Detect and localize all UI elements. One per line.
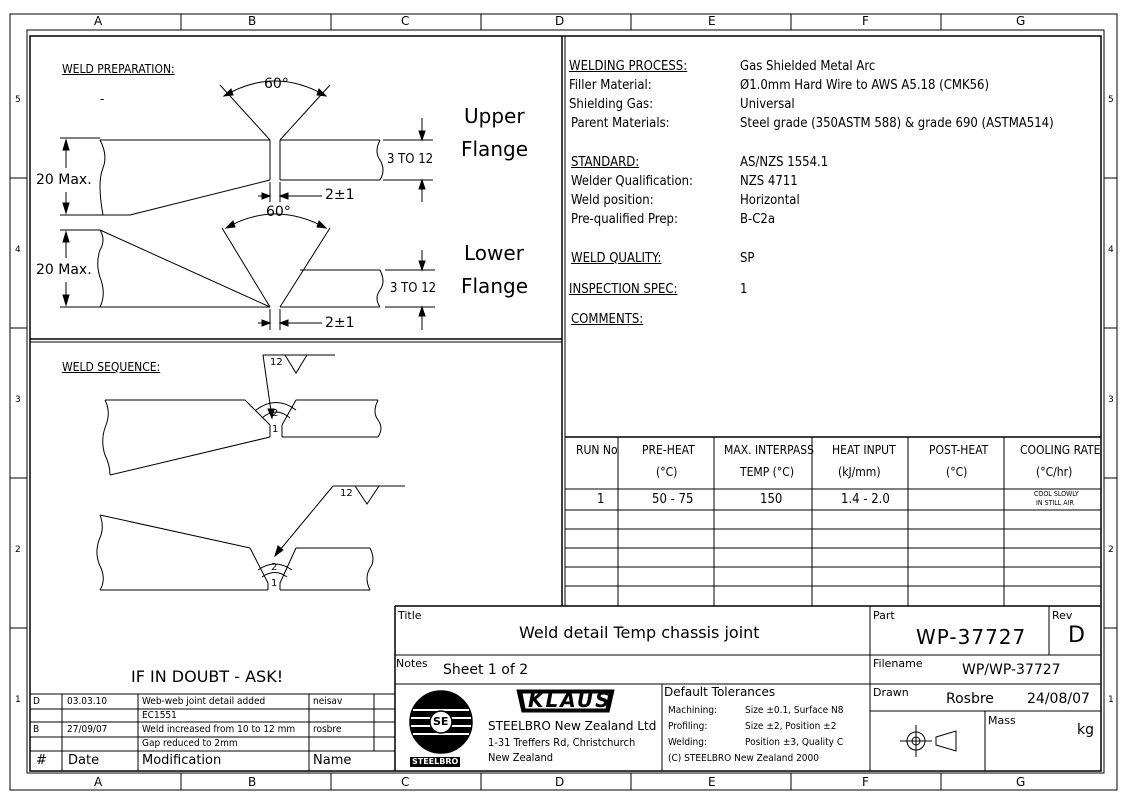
inspection-spec-label: INSPECTION SPEC: [569,282,678,297]
weld-prep-dash: - [100,92,105,106]
upper-angle-label: 60° [264,76,289,92]
lower-angle-label: 60° [266,204,291,220]
rev-header-number: # [36,753,47,768]
seq-bottom-size: 12 [340,488,353,499]
row-label-left-2: 2 [15,545,21,555]
th-postheat: POST-HEAT [929,443,989,457]
welder-qualification-label: Welder Qualification: [571,174,693,189]
seq-bottom-run-1: 1 [271,578,278,589]
mass-label: Mass [988,714,1016,727]
drawing-title: Weld detail Temp chassis joint [519,623,760,642]
filler-material-value: Ø1.0mm Hard Wire to AWS A5.18 (CMK56) [740,78,990,93]
welding-process-label: WELDING PROCESS: [569,59,688,74]
lower-flange-label-1: Lower [464,241,524,265]
th-interpass-unit: TEMP (°C) [740,465,795,479]
mass-unit: kg [1077,722,1094,738]
third-angle-projection-icon [898,725,958,757]
lower-max-label: 20 Max. [36,262,92,278]
seq-top-run-2: 2 [272,408,279,419]
cell-cooling-1a: COOL SLOWLY [1034,490,1079,498]
th-interpass: MAX. INTERPASS [724,443,814,457]
comments-label: COMMENTS: [571,312,644,327]
th-preheat-unit: (°C) [656,465,678,479]
col-label-bottom-F: F [862,775,869,789]
row-label-right-2: 2 [1108,545,1114,555]
rev-row-2-mod-1: Weld increased from 10 to 12 mm [142,724,296,735]
rev-row-1-rev: D [33,696,40,707]
company-name: STEELBRO New Zealand Ltd [488,719,657,733]
if-in-doubt-note: IF IN DOUBT - ASK! [131,667,284,686]
revision: D [1068,623,1085,648]
col-label-top-D: D [555,14,565,28]
col-label-top-G: G [1016,14,1026,28]
lower-flange-label-2: Flange [461,274,528,298]
weld-position-value: Horizontal [740,193,800,208]
weld-prep-heading: WELD PREPARATION: [62,62,175,76]
cell-preheat-1: 50 - 75 [652,492,694,507]
rev-row-2-rev: B [33,724,40,735]
tol-welding-label: Welding: [668,737,708,748]
row-label-right-5: 5 [1108,95,1114,105]
lower-thickness-label: 3 TO 12 [390,281,437,296]
tol-profiling-value: Size ±2, Position ±2 [745,721,837,732]
cell-heat-input-1: 1.4 - 2.0 [841,492,890,507]
th-cooling-rate: COOLING RATE [1020,443,1101,457]
filler-material-label: Filler Material: [569,78,652,93]
standard-value: AS/NZS 1554.1 [740,155,829,170]
parent-materials-label: Parent Materials: [571,116,670,131]
upper-max-label: 20 Max. [36,172,92,188]
cell-interpass-1: 150 [760,492,783,507]
col-label-bottom-G: G [1016,775,1026,789]
row-label-right-3: 3 [1108,395,1114,405]
weld-position-label: Weld position: [571,193,654,208]
col-label-bottom-D: D [555,775,565,789]
part-number: WP-37727 [916,625,1027,649]
col-label-top-C: C [401,14,410,28]
seq-top-size: 12 [270,357,283,368]
rev-header-modification: Modification [142,753,222,768]
col-label-top-A: A [94,14,103,28]
rev-label: Rev [1052,609,1073,622]
tol-profiling-label: Profiling: [668,721,708,732]
tolerances-heading: Default Tolerances [664,685,776,699]
col-label-bottom-E: E [708,775,716,789]
tol-machining-value: Size ±0.1, Surface N8 [745,705,844,716]
upper-gap-label: 2±1 [325,187,355,203]
klaus-logo: KLAUS [528,688,612,712]
th-cooling-rate-unit: (°C/hr) [1036,465,1073,479]
tol-machining-label: Machining: [668,705,718,716]
drawn-date: 24/08/07 [1027,691,1090,707]
row-label-left-3: 3 [15,395,21,405]
col-label-top-E: E [708,14,716,28]
rev-row-2-name: rosbre [313,724,342,735]
part-label: Part [873,609,895,622]
title-label: Title [398,609,422,622]
th-run-no: RUN No [576,443,618,457]
rev-header-date: Date [68,753,100,768]
filename-label: Filename [873,657,923,670]
notes-label: Notes [396,657,428,670]
row-label-left-1: 1 [15,695,21,705]
se-logo-text: SE [433,715,449,728]
col-label-bottom-C: C [401,775,410,789]
cell-run-1: 1 [597,492,605,507]
weld-quality-value: SP [740,251,755,266]
standard-label: STANDARD: [571,155,640,170]
prequalified-prep-value: B-C2a [740,212,776,227]
welding-process-value: Gas Shielded Metal Arc [740,59,876,74]
weld-quality-label: WELD QUALITY: [571,251,662,266]
shielding-gas-value: Universal [740,97,795,112]
rev-row-1-name: neisav [313,696,343,707]
prequalified-prep-label: Pre-qualified Prep: [571,212,678,227]
company-address-2: New Zealand [488,751,554,764]
row-label-right-1: 1 [1108,695,1114,705]
copyright: (C) STEELBRO New Zealand 2000 [668,753,819,764]
th-postheat-unit: (°C) [946,465,968,479]
rev-row-2-mod-2: Gap reduced to 2mm [142,738,238,749]
drawn-label: Drawn [873,686,909,699]
parent-materials-value: Steel grade (350ASTM 588) & grade 690 (ASTMA514) [740,116,1054,131]
col-label-bottom-B: B [248,775,257,789]
inspection-spec-value: 1 [740,282,748,297]
col-label-top-F: F [862,14,869,28]
rev-row-2-date: 27/09/07 [67,724,108,735]
filename-value: WP/WP-37727 [962,662,1061,678]
upper-flange-label-1: Upper [464,104,525,128]
upper-thickness-label: 3 TO 12 [387,152,434,167]
weld-sequence-heading: WELD SEQUENCE: [62,360,161,374]
th-preheat: PRE-HEAT [642,443,695,457]
col-label-bottom-A: A [94,775,103,789]
th-heat-input: HEAT INPUT [832,443,896,457]
row-label-left-5: 5 [15,95,21,105]
rev-row-1-mod-2: EC1551 [142,710,177,721]
upper-flange-label-2: Flange [461,137,528,161]
steelbro-logo: STEELBRO [412,757,459,766]
col-label-top-B: B [248,14,257,28]
rev-row-1-mod-1: Web-web joint detail added [142,696,266,707]
welder-qualification-value: NZS 4711 [740,174,798,189]
cell-cooling-1b: IN STILL AIR [1036,499,1074,507]
row-label-right-4: 4 [1108,245,1114,255]
shielding-gas-label: Shielding Gas: [569,97,654,112]
rev-header-name: Name [313,753,352,768]
company-address-1: 1-31 Treffers Rd, Christchurch [488,736,636,749]
seq-bottom-run-2: 2 [271,562,278,573]
lower-gap-label: 2±1 [325,315,355,331]
th-heat-input-unit: (kJ/mm) [838,465,881,479]
rev-row-1-date: 03.03.10 [67,696,108,707]
row-label-left-4: 4 [15,245,21,255]
drawn-by: Rosbre [946,691,994,707]
seq-top-run-1: 1 [272,424,279,435]
notes-value: Sheet 1 of 2 [443,662,529,678]
tol-welding-value: Position ±3, Quality C [745,737,844,748]
